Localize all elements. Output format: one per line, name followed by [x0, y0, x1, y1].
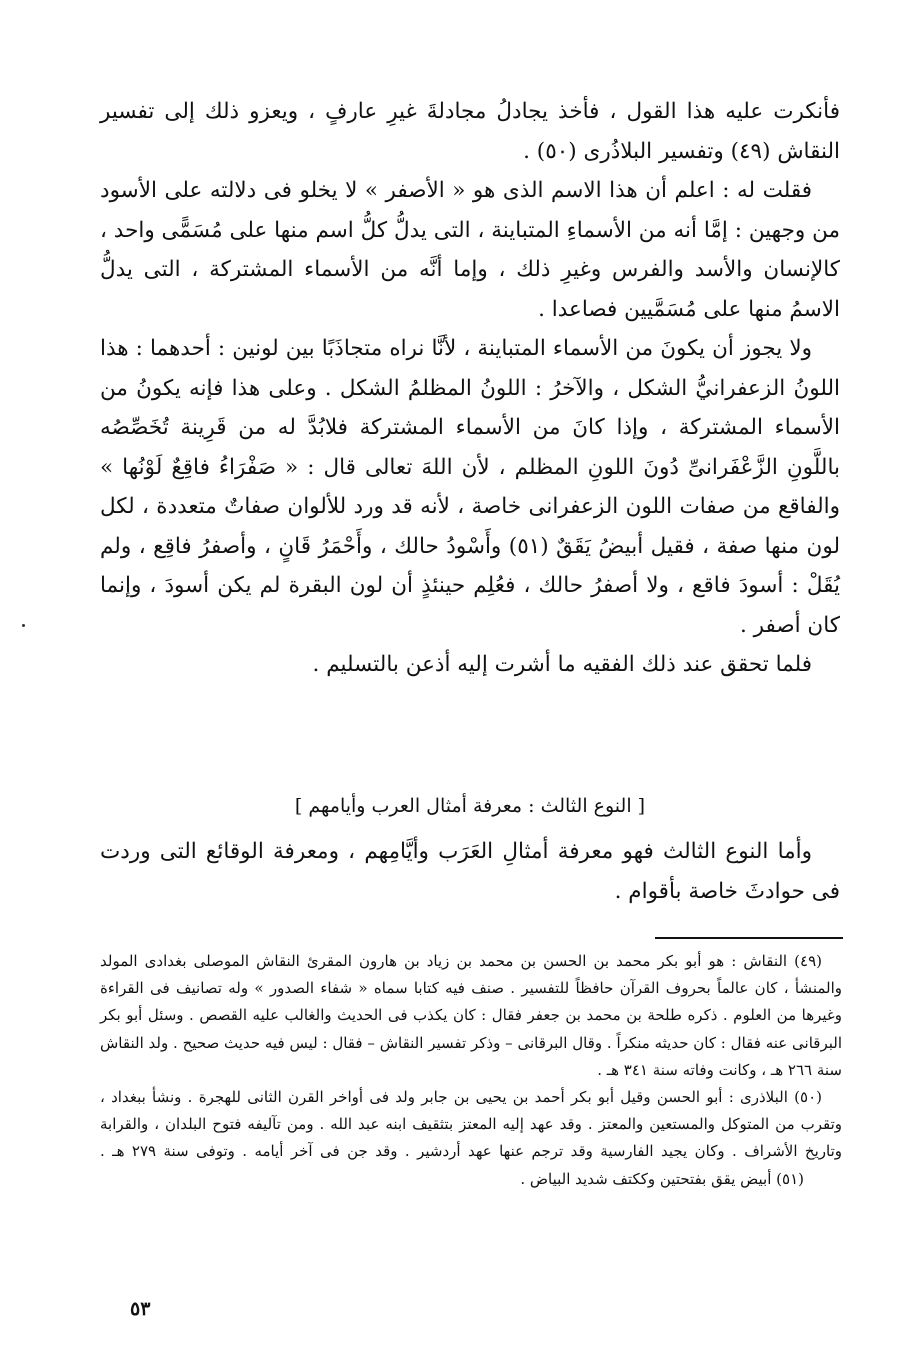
paragraph-3: ولا يجوز أن يكونَ من الأسماء المتباينة ، لأنَّا نراه متجاذَبًا بين لونين : أحدهما : هذا اللونُ الزعفرانيُّ الشكل ، والآخرُ : اللونُ المظلمُ الشكل . وعلى هذا فإنه يكونُ من الأسماء المشتركة ، وإذا كانَ من الأسماء المشتركة فلابُدَّ له من قَرِينة تُخَصِّصُه باللَّونِ الزَّعْفَرانىِّ دُونَ اللونِ المظلم ، لأن اللهَ تعالى قال : « صَفْرَاءُ فاقِعٌ لَوْنُها » والفاقع من صفات اللون الزعفرانى خاصة ، لأنه قد ورد للألوان صفاتٌ متعددة ، لكل لون منها صفة ، فقيل أبيضُ يَقَقٌ (٥١) وأَسْودُ حالك ، وأَحْمَرُ قَانٍ ، وأصفرُ فاقِع ، ولم يُقَلْ : أسودَ فاقع ، ولا أصفرُ حالك ، فعُلِم حينئذٍ أن لون البقرة لم يكن أسودَ ، وإنما كان أصفر . — [100, 336, 840, 638]
margin-dot — [22, 624, 25, 627]
main-text-body — [100, 92, 840, 685]
section-heading: [ النوع الثالث : معرفة أمثال العرب وأيامهم ] — [294, 795, 646, 817]
section-text-body — [100, 832, 840, 911]
page-number: ٥٣ — [130, 1298, 151, 1320]
footnote-50-text: (٥٠) البلاذرى : أبو الحسن وقيل أبو بكر أحمد بن يحيى بن جابر ولد فى أواخر القرن الثانى للهجرة . ونشأ ببغداد ، وتقرب من المتوكل والمستعين والمعتز . وقد عهد إليه المعتز بتثقيف ابنه عبد الله . ومن تآليفه فتوح البلدان ، والقرابة وتاريخ الأشراف . وكان يجيد الفارسية وقد ترجم عنها عهد أردشير . وقد جن فى آخر أيامه . وتوفى سنة ٢٧٩ هـ . — [100, 1088, 842, 1161]
footnotes — [100, 948, 842, 1193]
section-paragraph: وأما النوع الثالث فهو معرفة أمثالِ العَرَب وأيَّامِهم ، ومعرفة الوقائع التى وردت فى حوادثَ خاصة بأقوام . — [100, 839, 840, 904]
paragraph-1: فأنكرت عليه هذا القول ، فأخذ يجادلُ مجادلةَ غيرِ عارفٍ ، ويعزو ذلك إلى تفسير النقاش (٤٩) وتفسير البلاذُرى (٥٠) . — [100, 99, 840, 164]
footnote-divider — [655, 937, 843, 939]
footnote-50 — [100, 1084, 842, 1193]
footnote-51: (٥١) أبيض يقق بفتحتين وككتف شديد البياض . — [520, 1169, 804, 1188]
footnote-49: (٤٩) النقاش : هو أبو بكر محمد بن الحسن بن محمد بن زياد بن هارون المقرئ النقاش الموصلى بغدادى المولد والمنشأ ، كان عالماً بحروف القرآن حافظاً للتفسير . صنف فيه كتابا سماه « شفاء الصدور » وله تصانيف فى القراءة وغيرها من العلوم . ذكره طلحة بن محمد بن جعفر فقال : كان يكذب فى الحديث والغالب عليه القصص . وسئل أبو بكر البرقانى عنه فقال : كان حديثه منكراً . وقال البرقانى – وذكر تفسير النقاش – فقال : ليس فيه حديث صحيح . ولد النقاش سنة ٢٦٦ هـ ، وكانت وفاته سنة ٣٤١ هـ . — [100, 952, 842, 1079]
paragraph-2: فقلت له : اعلم أن هذا الاسم الذى هو « الأصفر » لا يخلو فى دلالته على الأسود من وجهين : إمَّا أنه من الأسماءِ المتباينة ، التى يدلُّ كلُّ اسم منها على مُسَمًّى واحد ، كالإنسان والأسد والفرس وغيرِ ذلك ، وإما أنَّه من الأسماء المشتركة ، التى يدلُّ الاسمُ منها على مُسَمَّيين فصاعدا . — [100, 178, 840, 322]
paragraph-4: فلما تحقق عند ذلك الفقيه ما أشرت إليه أذعن بالتسليم . — [312, 652, 812, 677]
